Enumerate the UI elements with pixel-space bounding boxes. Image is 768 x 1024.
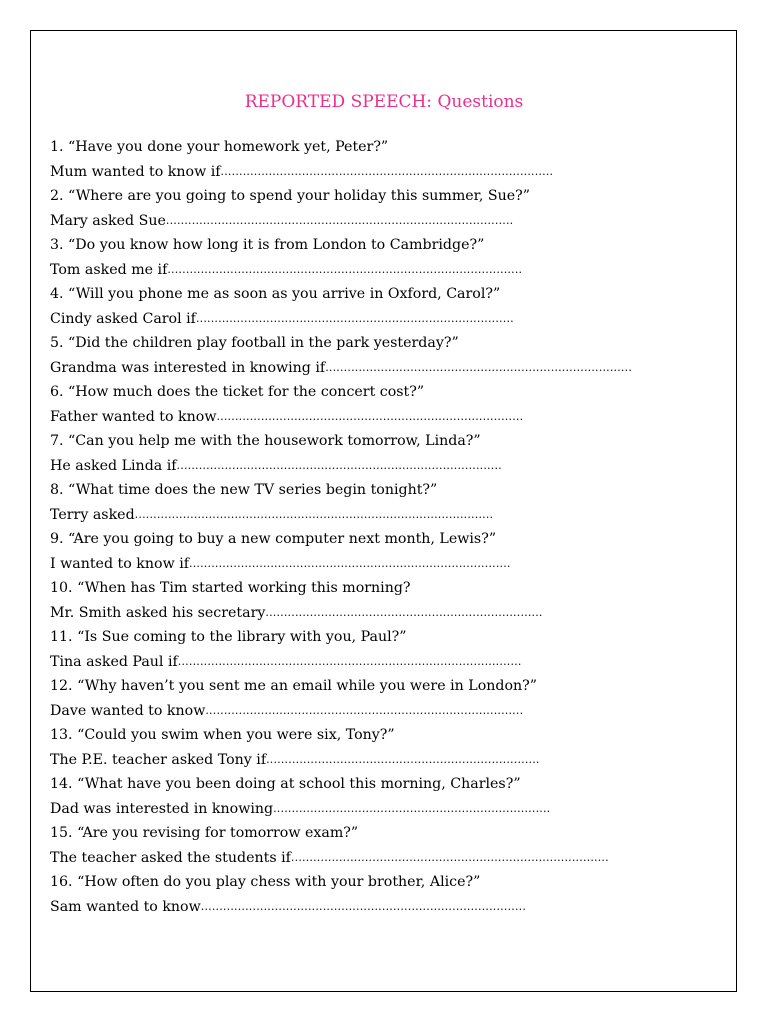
answer-prompt: Dave wanted to know xyxy=(50,702,206,719)
reported-answer-line[interactable] xyxy=(50,503,710,528)
answer-blank[interactable]: ...................................................................................... xyxy=(205,703,524,717)
direct-question: 4. “Will you phone me as soon as you arrive in Oxford, Carol?” xyxy=(50,286,501,302)
reported-answer-line[interactable] xyxy=(50,307,710,332)
answer-blank[interactable]: ................................................................................................ xyxy=(167,262,523,276)
reported-answer-line[interactable] xyxy=(50,650,710,675)
direct-question: 8. “What time does the new TV series begin tonight?” xyxy=(50,482,438,498)
answer-prompt: He asked Linda if xyxy=(50,457,177,474)
exercise-item xyxy=(50,527,710,576)
answer-prompt: Mr. Smith asked his secretary xyxy=(50,604,266,621)
answer-prompt: Tom asked me if xyxy=(50,261,168,278)
exercise-item xyxy=(50,625,710,674)
answer-prompt: Tina asked Paul if xyxy=(50,653,178,670)
answer-prompt: Cindy asked Carol if xyxy=(50,310,196,327)
answer-blank[interactable]: ........................................................................... xyxy=(265,605,543,619)
exercise-item xyxy=(50,135,710,184)
answer-blank[interactable]: ................................................................................... xyxy=(216,409,524,423)
exercise-item xyxy=(50,772,710,821)
direct-question: 13. “Could you swim when you were six, Tony?” xyxy=(50,727,395,743)
answer-prompt: Grandma was interested in knowing if xyxy=(50,359,326,376)
answer-blank[interactable]: ........................................................................................ xyxy=(200,899,527,913)
direct-question: 6. “How much does the ticket for the concert cost?” xyxy=(50,384,425,400)
reported-answer-line[interactable] xyxy=(50,601,710,626)
direct-question: 15. “Are you revising for tomorrow exam?” xyxy=(50,825,359,841)
direct-question: 7. “Can you help me with the housework tomorrow, Linda?” xyxy=(50,433,481,449)
exercise-item xyxy=(50,331,710,380)
answer-prompt: Mum wanted to know if xyxy=(50,163,221,180)
answer-blank[interactable]: ...................................................................................... xyxy=(195,311,514,325)
reported-answer-line[interactable] xyxy=(50,209,710,234)
answer-blank[interactable]: ...................................................................................... xyxy=(290,850,609,864)
exercise-item xyxy=(50,821,710,870)
direct-question: 2. “Where are you going to spend your holiday this summer, Sue?” xyxy=(50,188,531,204)
answer-prompt: The P.E. teacher asked Tony if xyxy=(50,751,267,768)
reported-answer-line[interactable] xyxy=(50,356,710,381)
answer-blank[interactable]: ................................................................................... xyxy=(325,360,633,374)
exercise-item xyxy=(50,233,710,282)
answer-blank[interactable]: ........................................................................... xyxy=(273,801,551,815)
direct-question: 14. “What have you been doing at school this morning, Charles?” xyxy=(50,776,521,792)
direct-question: 3. “Do you know how long it is from London to Cambridge?” xyxy=(50,237,485,253)
reported-answer-line[interactable] xyxy=(50,797,710,822)
exercise-item xyxy=(50,380,710,429)
exercise-item xyxy=(50,674,710,723)
reported-answer-line[interactable] xyxy=(50,405,710,430)
reported-answer-line[interactable] xyxy=(50,895,710,920)
direct-question: 9. “Are you going to buy a new computer next month, Lewis?” xyxy=(50,531,497,547)
reported-answer-line[interactable] xyxy=(50,160,710,185)
answer-blank[interactable]: .......................................................................................... xyxy=(220,164,554,178)
answer-blank[interactable]: ................................................................................................. xyxy=(134,507,494,521)
exercise-item xyxy=(50,576,710,625)
reported-answer-line[interactable] xyxy=(50,454,710,479)
answer-blank[interactable]: ........................................................................................ xyxy=(176,458,502,472)
worksheet-title: REPORTED SPEECH: Questions xyxy=(244,92,524,112)
direct-question: 1. “Have you done your homework yet, Peter?” xyxy=(50,139,389,155)
answer-blank[interactable]: .............................................................................................. xyxy=(165,213,514,227)
reported-answer-line[interactable] xyxy=(50,846,710,871)
exercise-item xyxy=(50,429,710,478)
reported-answer-line[interactable] xyxy=(50,699,710,724)
answer-prompt: Mary asked Sue xyxy=(50,212,166,229)
answer-prompt: Sam wanted to know xyxy=(50,898,201,915)
exercise-item xyxy=(50,870,710,919)
direct-question: 5. “Did the children play football in the park yesterday?” xyxy=(50,335,459,351)
answer-prompt: The teacher asked the students if xyxy=(50,849,291,866)
answer-blank[interactable]: ............................................................................................. xyxy=(177,654,522,668)
answer-blank[interactable]: .......................................................................... xyxy=(266,752,540,766)
answer-blank[interactable]: ....................................................................................... xyxy=(189,556,511,570)
exercise-item xyxy=(50,723,710,772)
exercise-item xyxy=(50,282,710,331)
direct-question: 10. “When has Tim started working this morning? xyxy=(50,580,411,596)
exercise-list xyxy=(50,135,710,919)
exercise-item xyxy=(50,478,710,527)
reported-answer-line[interactable] xyxy=(50,552,710,577)
reported-answer-line[interactable] xyxy=(50,748,710,773)
answer-prompt: Terry asked xyxy=(50,506,135,523)
answer-prompt: Dad was interested in knowing xyxy=(50,800,274,817)
direct-question: 12. “Why haven’t you sent me an email while you were in London?” xyxy=(50,678,538,694)
reported-answer-line[interactable] xyxy=(50,258,710,283)
exercise-item xyxy=(50,184,710,233)
direct-question: 16. “How often do you play chess with your brother, Alice?” xyxy=(50,874,481,890)
answer-prompt: I wanted to know if xyxy=(50,555,190,572)
answer-prompt: Father wanted to know xyxy=(50,408,217,425)
direct-question: 11. “Is Sue coming to the library with you, Paul?” xyxy=(50,629,407,645)
